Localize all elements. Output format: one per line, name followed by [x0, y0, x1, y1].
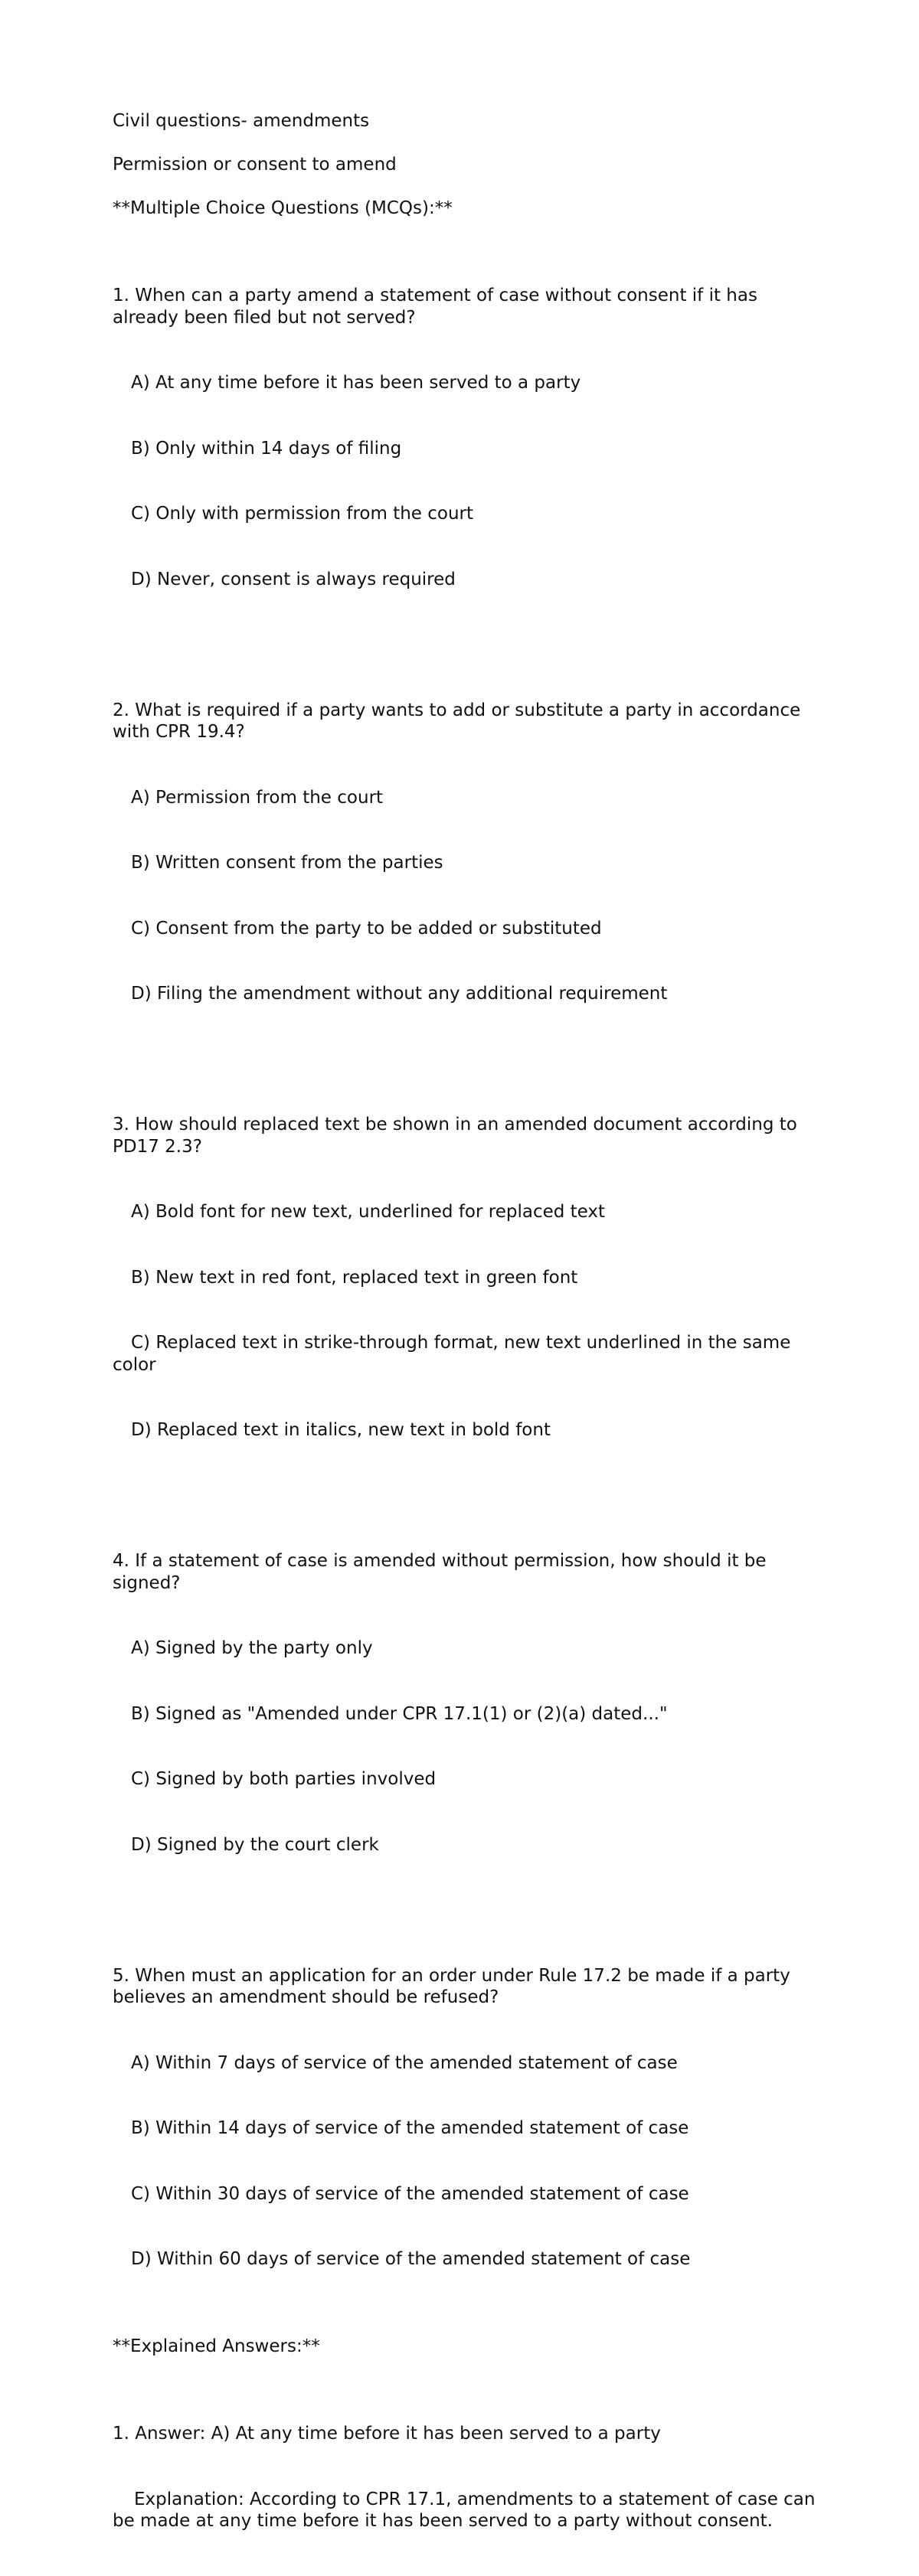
option-b: B) Signed as "Amended under CPR 17.1(1) or (2)(a) dated..." [131, 1703, 668, 1724]
option-b: B) New text in red font, replaced text in green font [131, 1267, 578, 1288]
document-title: Civil questions- amendments [113, 111, 370, 131]
question-text: 4. If a statement of case is amended without permission, how should it be signed? [113, 1551, 772, 1593]
option-d: D) Within 60 days of service of the amended statement of case [131, 2249, 691, 2269]
question-text: 2. What is required if a party wants to add or substitute a party in accordance with CPR 19.4? [113, 700, 806, 742]
question-text: 3. How should replaced text be shown in an amended document according to PD17 2.3? [113, 1115, 803, 1157]
question-block-2 [113, 656, 827, 1049]
option-a: A) Permission from the court [131, 787, 384, 808]
option-d: D) Never, consent is always required [131, 569, 456, 589]
option-c: C) Replaced text in strike-through format, new text underlined in the same color [113, 1333, 796, 1375]
answers-heading: **Explained Answers:** [113, 2336, 320, 2356]
option-a: A) At any time before it has been served to a party [131, 373, 581, 393]
mcq-heading: **Multiple Choice Questions (MCQs):** [113, 198, 453, 218]
question-block-3 [113, 1070, 827, 1485]
question-text: 1. When can a party amend a statement of case without consent if it has already been filed but not served? [113, 286, 764, 328]
option-a: A) Within 7 days of service of the amended statement of case [131, 2052, 678, 2073]
option-d: D) Replaced text in italics, new text in bold font [131, 1420, 551, 1440]
answer-block-1 [113, 2379, 827, 2576]
option-c: C) Only with permission from the court [131, 504, 474, 524]
option-a: A) Bold font for new text, underlined for replaced text [131, 1202, 606, 1222]
answer-text: 1. Answer: A) At any time before it has been served to a party [113, 2424, 661, 2444]
answer-explanation: Explanation: According to CPR 17.1, amendments to a statement of case can be made at any time before it has been served to a party without consent. [113, 2489, 821, 2531]
option-b: B) Within 14 days of service of the amended statement of case [131, 2118, 689, 2138]
question-block-5 [113, 1921, 827, 2314]
option-b: B) Only within 14 days of filing [131, 438, 402, 459]
option-b: B) Written consent from the parties [131, 853, 443, 873]
option-c: C) Consent from the party to be added or substituted [131, 918, 602, 939]
question-text: 5. When must an application for an order under Rule 17.2 be made if a party believes an amendment should be refused? [113, 1965, 796, 2007]
option-d: D) Signed by the court clerk [131, 1834, 379, 1855]
option-c: C) Signed by both parties involved [131, 1769, 437, 1789]
document-subtitle: Permission or consent to amend [113, 155, 397, 175]
question-block-4 [113, 1507, 827, 1899]
option-c: C) Within 30 days of service of the amended statement of case [131, 2183, 689, 2204]
question-block-1 [113, 241, 827, 634]
option-a: A) Signed by the party only [131, 1638, 373, 1658]
option-d: D) Filing the amendment without any additional requirement [131, 984, 668, 1004]
